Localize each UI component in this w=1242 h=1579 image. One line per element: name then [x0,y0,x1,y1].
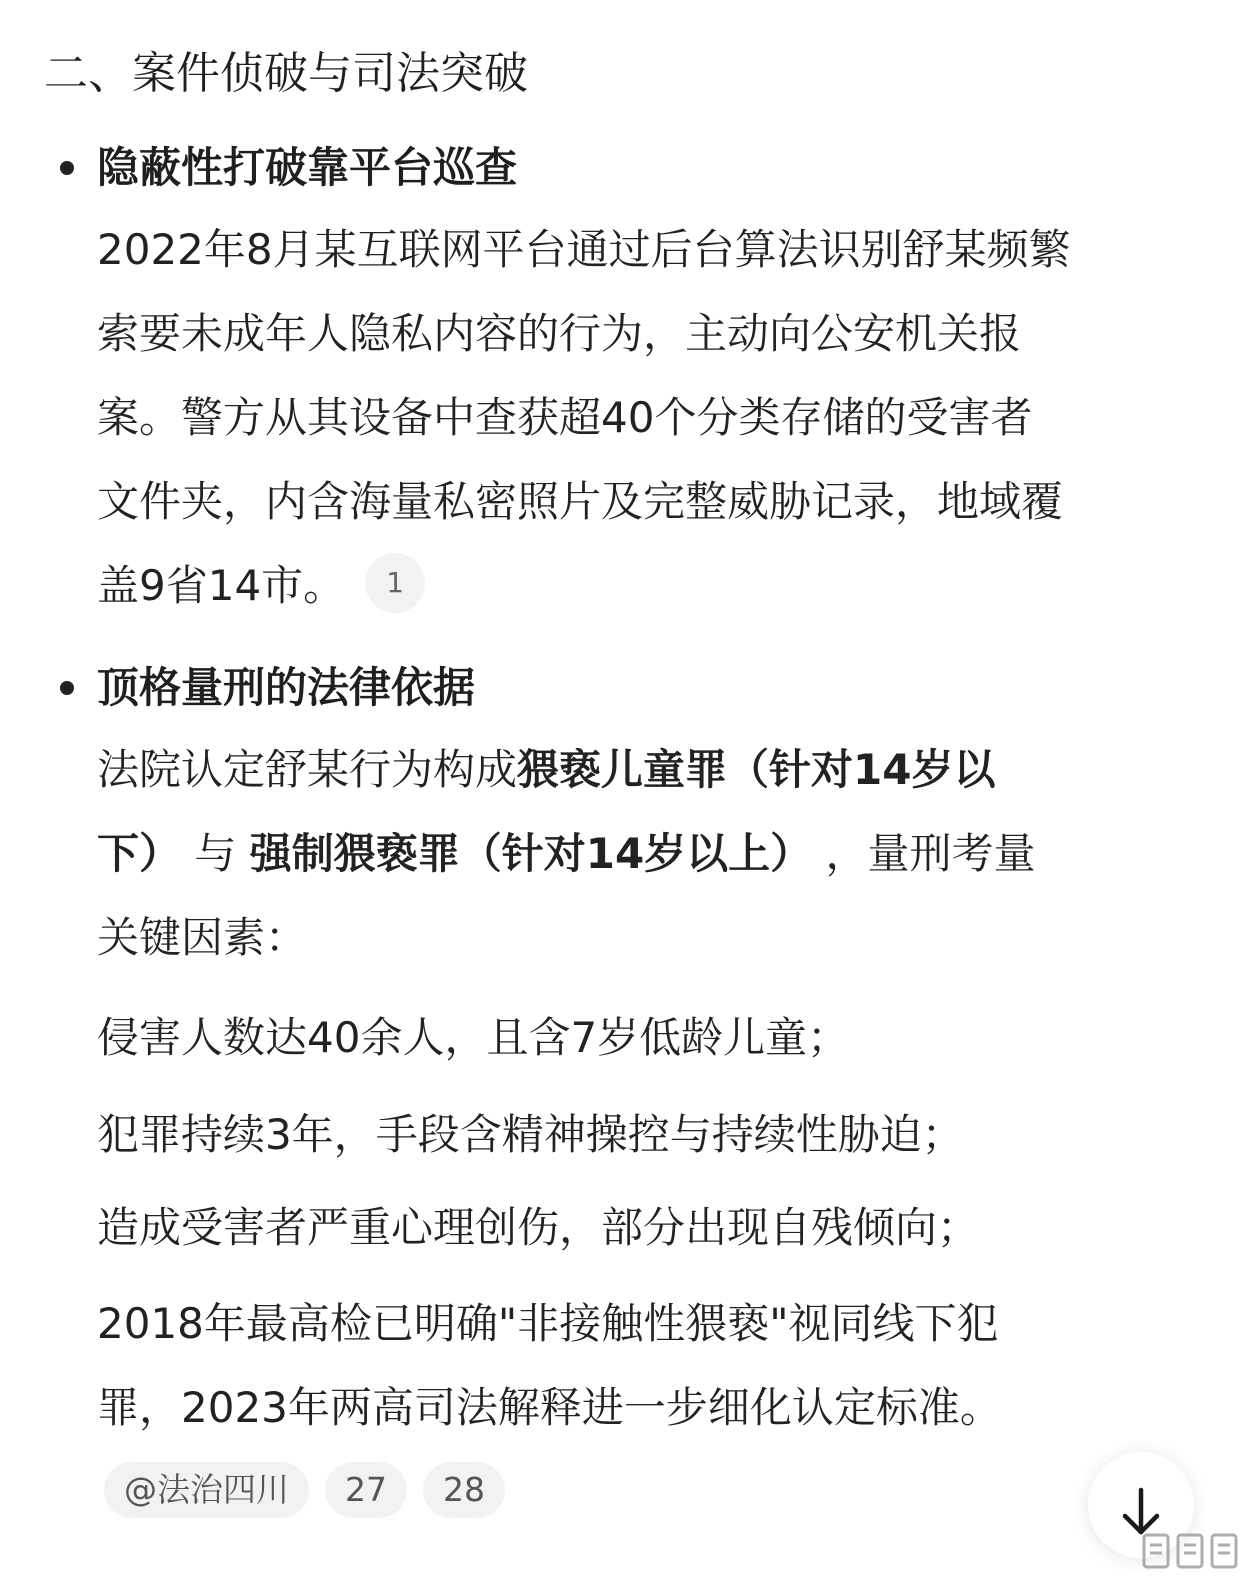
paragraph-line: 2022年8月某互联网平台通过后台算法识别舒某频繁 [97,225,1071,274]
citation-badge[interactable]: 1 [365,553,425,613]
text-run: ，量刑考量 [812,829,1036,878]
paragraph-line: 关键因素： [97,913,308,962]
section-title: 二、案件侦破与司法突破 [44,48,528,99]
bullet-dot [60,161,74,175]
reference-chip[interactable]: 28 [423,1462,505,1518]
text-run: 与 [181,829,250,878]
factor-line: 侵害人数达40余人，且含7岁低龄儿童； [97,1013,850,1062]
bold-text-run: 下） [97,829,182,878]
text-run: 法院认定舒某行为构成 [97,745,518,794]
bold-text-run: 猥亵儿童罪（针对14岁以 [517,745,996,794]
paragraph-line [97,728,1207,812]
item-paragraph-legal-basis [97,728,1207,980]
item-paragraph-platform-patrol [97,208,1207,628]
paragraph-line: 罪，2023年两高司法解释进一步细化认定标准。 [97,1383,1002,1432]
factor-line: 犯罪持续3年，手段含精神操控与持续性胁迫； [97,1110,964,1159]
paragraph-line: 案。警方从其设备中查获超40个分类存储的受害者 [97,393,1033,442]
paragraph-line [97,812,1207,896]
paragraph-line: 索要未成年人隐私内容的行为，主动向公安机关报 [97,309,1022,358]
reference-chip[interactable]: 27 [325,1462,407,1518]
paragraph-line-text: 盖9省14市。 [97,561,346,610]
final-paragraph [97,1282,1207,1450]
bullet-dot [60,681,74,695]
item-title-legal-basis: 顶格量刑的法律依据 [97,663,476,712]
paragraph-line: 文件夹，内含海量私密照片及完整威胁记录，地域覆 [97,477,1064,526]
source-chip[interactable]: @法治四川 [104,1462,309,1518]
bold-text-run: 强制猥亵罪（针对14岁以上） [249,829,813,878]
watermark-logo [1140,1523,1242,1575]
source-chips [104,1462,505,1520]
factor-line: 造成受害者严重心理创伤，部分出现自残倾向； [97,1203,980,1252]
paragraph-line-last [97,544,1207,628]
item-title-platform-patrol: 隐蔽性打破靠平台巡查 [97,143,518,192]
paragraph-line: 2018年最高检已明确"非接触性猥亵"视同线下犯 [97,1299,999,1348]
